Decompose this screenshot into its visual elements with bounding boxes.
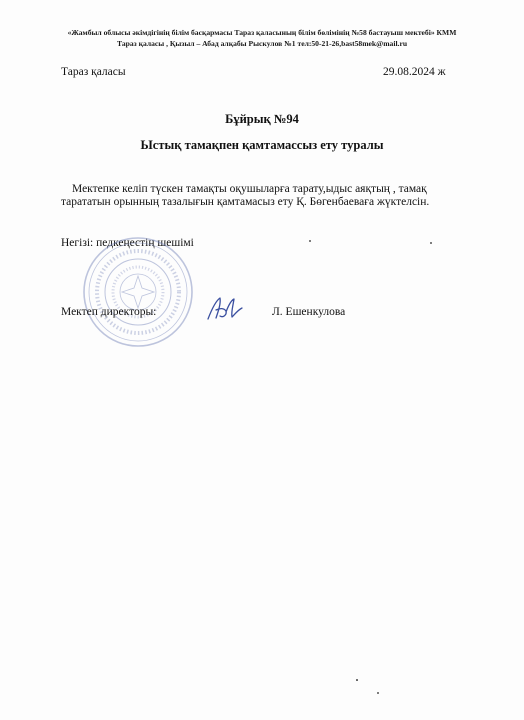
scan-speck xyxy=(377,692,379,694)
director-role: Мектеп директоры: xyxy=(61,306,157,318)
scan-speck xyxy=(309,240,311,242)
basis-line: Негізі: педкеңестің шешімі xyxy=(61,237,194,249)
school-header-line2: Тараз қаласы , Қызыл – Абад алқабы Рыскулов №1 тел:50-21-26,bast58mek@mail.ru xyxy=(116,39,408,48)
scan-speck xyxy=(430,242,432,244)
order-body-line1: Мектепке келіп түскен тамақты оқушыларға тарату,ыдыс аяқтың , тамақ xyxy=(72,183,427,195)
order-date: 29.08.2024 ж xyxy=(383,66,446,78)
order-body-line2: тарататын орынның тазалығын қамтамасыз ету Қ. Бөгенбаевағa жүктелсін. xyxy=(61,196,430,208)
director-name: Л. Ешенкулова xyxy=(272,306,346,318)
order-title: Ыстық тамақпен қамтамассыз ету туралы xyxy=(140,138,384,152)
school-header-line1: «Жамбыл облысы әкімдігінің білім басқармасы Тараз қаласының білім бөлімінің №58 бастауыш мектебі» КММ xyxy=(67,28,457,37)
order-number: Бұйрық №94 xyxy=(225,112,299,126)
place-label: Тараз қаласы xyxy=(61,66,126,78)
scan-speck xyxy=(356,679,358,681)
official-seal-stamp xyxy=(82,236,194,348)
handwritten-signature xyxy=(205,294,245,324)
